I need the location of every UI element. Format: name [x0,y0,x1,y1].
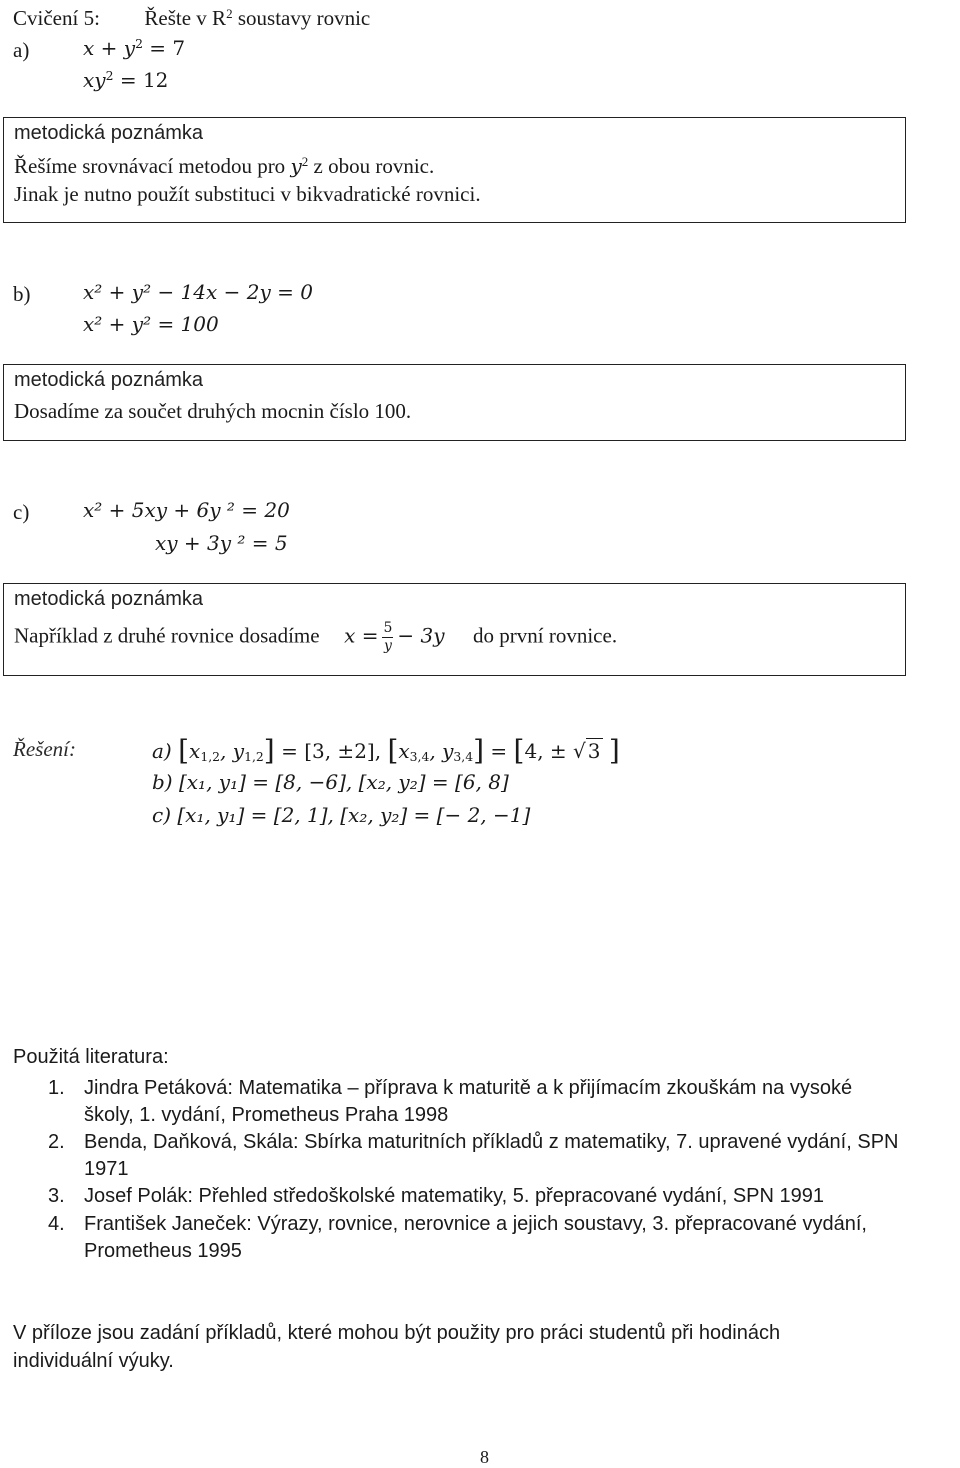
note-a-title: metodická poznámka [14,122,203,144]
note-c-line1: Například z druhé rovnice dosadíme x = $\frac{5}{y}$ − 3y do první rovnice. [14,620,618,654]
problem-c-eq2: xy + 3y ² = 5 [155,531,288,555]
closing-line2: individuální výuky. [13,1350,174,1372]
problem-a-eq1: $x + y^2 = 7$ [83,36,186,60]
exercise-header [13,6,370,31]
problem-c-label: c) [13,500,30,524]
literature-item-4: 4. František Janeček: Výrazy, rovnice, nerovnice a jejich soustavy, 3. přepracované vydání, Prometheus 1995 [48,1213,867,1262]
solution-label: Řešení: [13,737,76,761]
exercise-label: Cvičení 5: [13,6,100,30]
note-b-line1: Dosadíme za součet druhých mocnin číslo 100. [14,399,412,423]
note-a-line1: Řešíme srovnávací metodou pro $y^2$ z obou rovnic. [14,153,435,178]
page-number: 8 [480,1447,489,1467]
square-root: √ 3 [573,739,601,763]
solution-a: a) [$x_{1,2}$, $y_{1,2}] = [3$, ±2], [$x_{3,4}$, $y_{3,4}] = [4$, ± √ 3 ] [152,734,620,767]
literature-item-2: 2. Benda, Daňková, Skála: Sbírka maturitních příkladů z matematiky, 7. upravené vydání, SPN 1971 [48,1131,899,1180]
closing-line1: V příloze jsou zadání příkladů, které mohou být použity pro práci studentů při hodinách [13,1322,781,1344]
note-a-line2: Jinak je nutno použít substituci v bikvadratické rovnici. [14,182,481,206]
note-c-title: metodická poznámka [14,588,203,610]
problem-a-label: a) [13,38,30,62]
literature-item-1: 1. Jindra Petáková: Matematika – příprava k maturitě a k přijímacím zkouškám na vysoké školy, 1. vydání, Prometheus Praha 1998 [48,1077,853,1126]
solution-b: b) [x₁, y₁] = [8, −6], [x₂, y₂] = [6, 8] [152,770,509,794]
problem-c-eq1: x² + 5xy + 6y ² = 20 [83,498,290,522]
solution-c: c) [x₁, y₁] = [2, 1], [x₂, y₂] = [− 2, −1] [152,803,531,827]
task-text: Řešte v $R^2$ soustavy rovnic [144,5,371,30]
problem-b-eq1: x² + y² − 14x − 2y = 0 [83,280,313,304]
literature-item-3: 3. Josef Polák: Přehled středoškolské matematiky, 5. přepracované vydání, SPN 1991 [48,1185,825,1207]
note-box-c [3,583,906,676]
problem-b-eq2: x² + y² = 100 [83,312,219,336]
fraction-5-over-y: $\frac{5}{y}$ [383,620,393,654]
note-box-a [3,117,906,223]
problem-a-eq2: $xy^2 = 12$ [83,68,169,92]
literature-title: Použitá literatura: [13,1046,169,1068]
note-box-b [3,364,906,441]
problem-b-label: b) [13,282,31,306]
note-b-title: metodická poznámka [14,369,203,391]
